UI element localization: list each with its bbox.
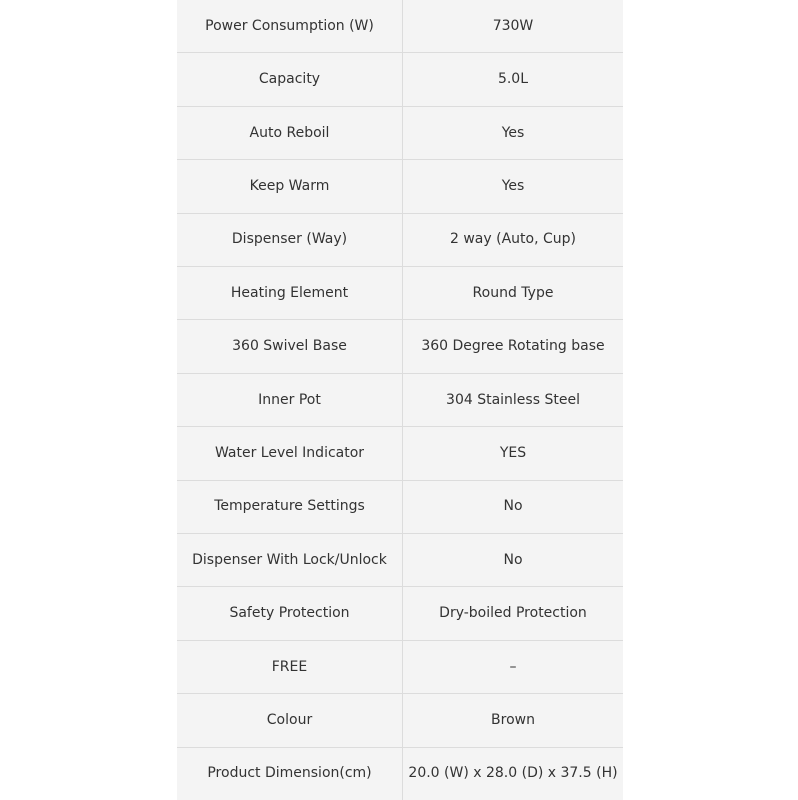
spec-label: Capacity xyxy=(177,53,403,105)
spec-row-power-consumption xyxy=(177,0,623,53)
spec-row-swivel-base xyxy=(177,320,623,373)
spec-value: 304 Stainless Steel xyxy=(446,391,580,408)
spec-label: Heating Element xyxy=(177,267,403,319)
spec-label: Dispenser With Lock/Unlock xyxy=(177,534,403,586)
spec-label: Safety Protection xyxy=(177,587,403,639)
spec-label: 360 Swivel Base xyxy=(177,320,403,372)
spec-row-keep-warm xyxy=(177,160,623,213)
spec-row-free xyxy=(177,641,623,694)
spec-row-capacity xyxy=(177,53,623,106)
spec-row-dispenser-lock xyxy=(177,534,623,587)
spec-row-inner-pot xyxy=(177,374,623,427)
spec-table xyxy=(177,0,623,800)
spec-row-colour xyxy=(177,694,623,747)
spec-value: 360 Degree Rotating base xyxy=(421,338,605,355)
spec-value: 2 way (Auto, Cup) xyxy=(450,231,576,248)
spec-value: 5.0L xyxy=(497,71,529,88)
spec-row-water-level-indicator xyxy=(177,427,623,480)
spec-value: Yes xyxy=(501,178,525,195)
spec-value: No xyxy=(503,498,523,515)
spec-value: Brown xyxy=(491,712,535,729)
spec-value: Dry-boiled Protection xyxy=(439,605,587,622)
spec-value: 730W xyxy=(492,17,534,34)
spec-value: YES xyxy=(499,445,527,462)
spec-label: Temperature Settings xyxy=(177,481,403,533)
spec-label: FREE xyxy=(177,641,403,693)
spec-row-dispenser-way xyxy=(177,214,623,267)
spec-row-temperature-settings xyxy=(177,481,623,534)
spec-label: Auto Reboil xyxy=(177,107,403,159)
spec-label: Keep Warm xyxy=(177,160,403,212)
spec-row-product-dimension xyxy=(177,748,623,800)
spec-label: Water Level Indicator xyxy=(177,427,403,479)
spec-value: Yes xyxy=(501,124,525,141)
spec-row-safety-protection xyxy=(177,587,623,640)
spec-label: Power Consumption (W) xyxy=(177,0,403,52)
spec-label: Product Dimension(cm) xyxy=(177,748,403,800)
spec-value: – xyxy=(509,658,517,675)
spec-label: Colour xyxy=(177,694,403,746)
spec-value: Round Type xyxy=(472,284,554,301)
spec-row-auto-reboil xyxy=(177,107,623,160)
spec-value: 20.0 (W) x 28.0 (D) x 37.5 (H) xyxy=(408,765,618,782)
spec-label: Dispenser (Way) xyxy=(177,214,403,266)
spec-value: No xyxy=(503,551,523,568)
spec-row-heating-element xyxy=(177,267,623,320)
spec-label: Inner Pot xyxy=(177,374,403,426)
